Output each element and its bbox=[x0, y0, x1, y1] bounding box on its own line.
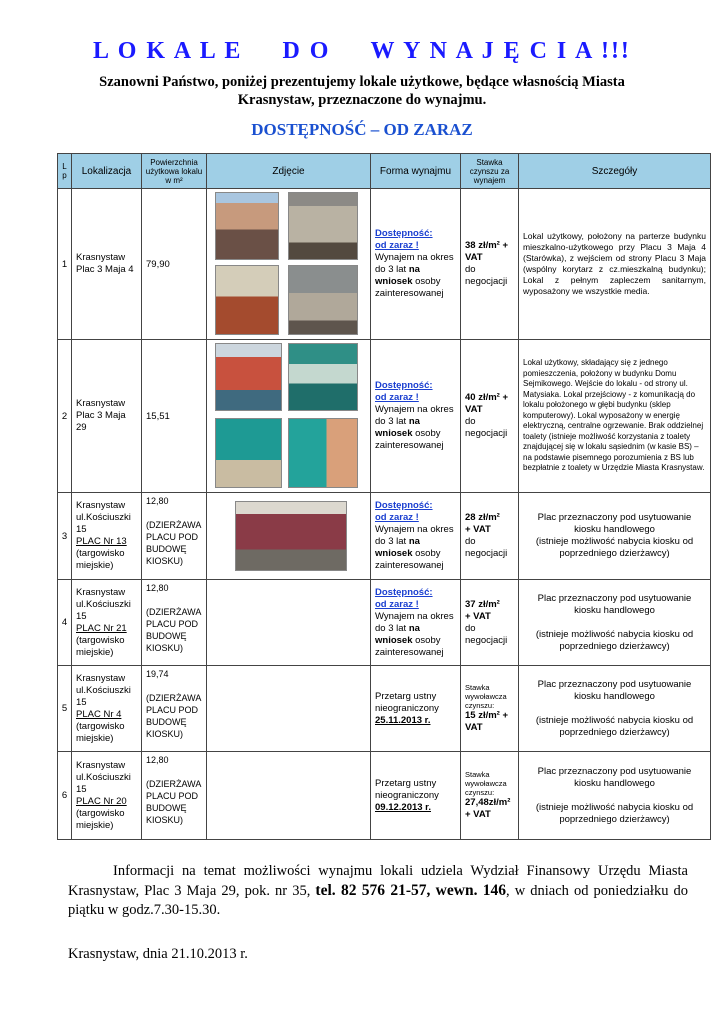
location-line: Krasnystaw bbox=[76, 759, 126, 771]
row-photo bbox=[207, 340, 371, 493]
form-text: osoby zainteresowanej bbox=[375, 276, 444, 299]
location-line: miejskie) bbox=[76, 646, 114, 658]
location-line: 15 bbox=[76, 696, 87, 708]
row-rate bbox=[461, 666, 519, 752]
title-word: D O bbox=[282, 38, 331, 64]
availability-value: od zaraz ! bbox=[375, 512, 419, 523]
row-rate bbox=[461, 189, 519, 340]
row-location bbox=[72, 752, 142, 840]
photo-interior-room bbox=[288, 192, 358, 260]
row-photo bbox=[207, 666, 371, 752]
form-bold: na wniosek bbox=[375, 264, 420, 287]
form-text: osoby zainteresowanej bbox=[375, 634, 444, 658]
photo-building bbox=[215, 192, 279, 260]
area-value: 12,80 bbox=[146, 583, 169, 593]
location-line: Krasnystaw bbox=[76, 252, 126, 263]
location-plot: PLAC Nr 13 bbox=[76, 536, 127, 547]
row-details bbox=[519, 580, 711, 666]
location-line: (targowisko bbox=[76, 548, 125, 559]
row-details bbox=[519, 752, 711, 840]
table-row bbox=[58, 340, 711, 493]
tender-date: 09.12.2013 r. bbox=[375, 801, 431, 813]
row-location bbox=[72, 189, 142, 340]
rate-note: do bbox=[465, 622, 476, 634]
row-location bbox=[72, 666, 142, 752]
row-photo bbox=[207, 752, 371, 840]
details-note: (istnieje możliwość nabycia kiosku od poprzedniego dzierżawcy) bbox=[535, 801, 694, 825]
details-text: Plac przeznaczony pod usytuowanie kiosku handlowego bbox=[537, 512, 692, 535]
rate-value: 37 zł/m² bbox=[465, 598, 500, 610]
availability-value: od zaraz ! bbox=[375, 240, 419, 251]
location-line: Krasnystaw bbox=[76, 586, 126, 598]
row-form bbox=[371, 189, 461, 340]
row-form bbox=[371, 752, 461, 840]
location-plot: PLAC Nr 20 bbox=[76, 795, 127, 807]
form-text: Wynajem na okres do 3 lat bbox=[375, 610, 454, 634]
row-lp: 2 bbox=[58, 340, 72, 493]
contact-text: Informacji na temat możliwości wynajmu lokali udziela Wydział Finansowy Urzędu Miasta Krasnystaw, Plac 3 Maja 29, pok. nr 35, bbox=[68, 863, 688, 899]
photo-storefront bbox=[215, 343, 282, 411]
rate-vat: VAT bbox=[465, 404, 483, 415]
location-line: miejskie) bbox=[76, 732, 114, 744]
photo-teal-room bbox=[215, 418, 282, 488]
location-line: (targowisko bbox=[76, 807, 125, 819]
area-note: (DZIERŻAWA PLACU POD BUDOWĘ KIOSKU) bbox=[146, 520, 201, 566]
row-rate bbox=[461, 752, 519, 840]
area-value: 19,74 bbox=[146, 669, 169, 679]
rate-vat: + VAT bbox=[465, 524, 491, 535]
row-lp: 4 bbox=[58, 580, 72, 666]
availability-label: Dostępność: bbox=[375, 500, 433, 511]
rate-vat: VAT bbox=[465, 722, 483, 733]
row-location bbox=[72, 340, 142, 493]
photo-interior-hall bbox=[215, 265, 279, 335]
tender-date: 25.11.2013 r. bbox=[375, 714, 431, 726]
rate-note: do bbox=[465, 264, 476, 275]
table-row bbox=[58, 666, 711, 752]
area-value: 12,80 bbox=[146, 755, 169, 765]
rate-note: negocjacji bbox=[465, 548, 508, 559]
location-line: (targowisko bbox=[76, 720, 125, 732]
row-photo bbox=[207, 189, 371, 340]
row-rate bbox=[461, 493, 519, 580]
location-plot: PLAC Nr 4 bbox=[76, 708, 122, 720]
location-line: 29 bbox=[76, 422, 87, 433]
rate-value: 38 zł/m² + bbox=[465, 240, 509, 251]
row-photo bbox=[207, 493, 371, 580]
row-area bbox=[142, 752, 207, 840]
row-area bbox=[142, 666, 207, 752]
location-line: ul.Kościuszki bbox=[76, 512, 131, 523]
rate-note: negocjacji bbox=[465, 428, 508, 439]
location-line: Krasnystaw bbox=[76, 672, 126, 684]
rate-value: 15 zł/m² + bbox=[465, 710, 509, 721]
form-text: osoby zainteresowanej bbox=[375, 548, 444, 571]
row-lp: 1 bbox=[58, 189, 72, 340]
availability-label: Dostępność: bbox=[375, 228, 433, 239]
row-area: 15,51 bbox=[142, 340, 207, 493]
col-rate: Stawka czynszu za wynajem bbox=[461, 154, 519, 189]
row-details: Lokal użytkowy, składający się z jednego pomieszczenia, położony w budynku Domu Sejmikowego. Wejście do lokalu - od strony ul. Matysiaka. Lokal przejściowy - z komunikacją do lokalu położonego w głębi budynku (sklep komputerowy). Lokal wyposażony w energię elektryczną, centralne ogrzewanie. Brak oddzielnej toalety (istnieje możliwość korzystania z toalety znajdującej się w lokalu sąsiednim (w kasie BS) – na podstawie pisemnego porozumienia z BS lub bezpłatnie z toalety w Urzędzie Miasta Krasnystaw. bbox=[519, 340, 711, 493]
contact-phone: tel. 82 576 21-57, wewn. 146 bbox=[315, 882, 507, 899]
rate-value: 28 zł/m² bbox=[465, 512, 500, 523]
availability-heading: DOSTĘPNOŚĆ – OD ZARAZ bbox=[251, 120, 473, 139]
form-text: Wynajem na okres do 3 lat bbox=[375, 252, 454, 275]
area-note: (DZIERŻAWA PLACU POD BUDOWĘ KIOSKU) bbox=[146, 779, 201, 825]
row-rate bbox=[461, 580, 519, 666]
table-row bbox=[58, 493, 711, 580]
title-word: L O K A L E bbox=[93, 38, 243, 64]
photo-interior-window bbox=[288, 265, 358, 335]
col-form: Forma wynajmu bbox=[371, 154, 461, 189]
photo-entrance bbox=[288, 343, 358, 411]
rate-vat: + VAT bbox=[465, 809, 491, 820]
row-location bbox=[72, 493, 142, 580]
details-note: (istnieje możliwość nabycia kiosku od poprzedniego dzierżawcy) bbox=[535, 714, 694, 738]
location-line: ul.Kościuszki bbox=[76, 771, 131, 783]
row-form bbox=[371, 340, 461, 493]
rate-note: negocjacji bbox=[465, 276, 508, 287]
location-line: Plac 3 Maja 4 bbox=[76, 264, 134, 275]
details-text: Plac przeznaczony pod usytuowanie kiosku handlowego bbox=[537, 592, 692, 616]
rate-value: 40 zł/m² + bbox=[465, 392, 509, 403]
page-title bbox=[0, 38, 724, 65]
row-rate bbox=[461, 340, 519, 493]
row-area: 79,90 bbox=[142, 189, 207, 340]
table-row bbox=[58, 752, 711, 840]
details-note: (istnieje możliwość nabycia kiosku od poprzedniego dzierżawcy) bbox=[535, 628, 694, 652]
location-line: miejskie) bbox=[76, 819, 114, 831]
form-text: osoby zainteresowanej bbox=[375, 428, 444, 451]
availability-label: Dostępność: bbox=[375, 380, 433, 391]
col-details: Szczegóły bbox=[519, 154, 711, 189]
location-plot: PLAC Nr 21 bbox=[76, 622, 127, 634]
availability-value: od zaraz ! bbox=[375, 392, 419, 403]
row-location bbox=[72, 580, 142, 666]
rate-label: Stawka wywoławcza czynszu: bbox=[465, 683, 507, 710]
col-photo: Zdjęcie bbox=[207, 154, 371, 189]
photo-kiosk bbox=[235, 501, 347, 571]
rental-table bbox=[57, 153, 711, 840]
row-form bbox=[371, 666, 461, 752]
form-text: Przetarg ustny nieograniczony bbox=[375, 690, 439, 714]
location-line: Plac 3 Maja bbox=[76, 410, 126, 421]
area-note: (DZIERŻAWA PLACU POD BUDOWĘ KIOSKU) bbox=[146, 607, 201, 653]
table-header-row bbox=[58, 154, 711, 189]
row-details: Lokal użytkowy, położony na parterze budynku mieszkalno-użytkowego przy Placu 3 Maja 4 (Starówka), z wejściem od strony Placu 3 Maja (wspólny korytarz z cz.mieszkalną budynku); Lokal z pełnym zapleczem sanitarnym, wyposażony we wszystkie media. bbox=[519, 189, 711, 340]
rate-vat: + VAT bbox=[465, 610, 491, 622]
row-area bbox=[142, 493, 207, 580]
col-location: Lokalizacja bbox=[72, 154, 142, 189]
availability-value: od zaraz ! bbox=[375, 598, 419, 610]
area-note: (DZIERŻAWA PLACU POD BUDOWĘ KIOSKU) bbox=[146, 693, 201, 739]
subtitle: Szanowni Państwo, poniżej prezentujemy lokale użytkowe, będące własnością Miasta Krasnystaw, przeznaczone do wynajmu. bbox=[99, 74, 625, 108]
rate-value: 27,48zł/m² bbox=[465, 797, 511, 808]
contact-info bbox=[68, 862, 688, 920]
location-line: miejskie) bbox=[76, 560, 114, 571]
form-bold: na wniosek bbox=[375, 622, 420, 646]
rate-label: Stawka wywoławcza czynszu: bbox=[465, 770, 507, 797]
location-line: ul.Kościuszki bbox=[76, 684, 131, 696]
title-word: W Y N A J Ę C I A !!! bbox=[370, 38, 631, 64]
document-date: Krasnystaw, dnia 21.10.2013 r. bbox=[68, 946, 248, 962]
row-form bbox=[371, 493, 461, 580]
form-text: Wynajem na okres do 3 lat bbox=[375, 404, 454, 427]
contact-hours: , w dniach od poniedziałku do piątku w godz.7.30-15.30. bbox=[68, 883, 689, 918]
area-value: 12,80 bbox=[146, 496, 169, 506]
col-lp: L p bbox=[58, 154, 72, 189]
rate-note: do bbox=[465, 416, 476, 427]
row-form bbox=[371, 580, 461, 666]
details-text: Plac przeznaczony pod usytuowanie kiosku handlowego bbox=[537, 678, 692, 702]
table-row bbox=[58, 189, 711, 340]
row-lp: 5 bbox=[58, 666, 72, 752]
location-line: 15 bbox=[76, 783, 87, 795]
row-lp: 3 bbox=[58, 493, 72, 580]
rate-note: negocjacji bbox=[465, 634, 508, 646]
details-text: Plac przeznaczony pod usytuowanie kiosku handlowego bbox=[537, 765, 692, 789]
form-bold: na wniosek bbox=[375, 536, 420, 559]
row-lp: 6 bbox=[58, 752, 72, 840]
form-text: Przetarg ustny nieograniczony bbox=[375, 777, 439, 801]
rate-vat: VAT bbox=[465, 252, 483, 263]
location-line: (targowisko bbox=[76, 634, 125, 646]
row-photo bbox=[207, 580, 371, 666]
table-row bbox=[58, 580, 711, 666]
row-details bbox=[519, 666, 711, 752]
photo-teal-wall bbox=[288, 418, 358, 488]
rate-note: do bbox=[465, 536, 476, 547]
location-line: ul.Kościuszki bbox=[76, 598, 131, 610]
location-line: 15 bbox=[76, 610, 87, 622]
row-details bbox=[519, 493, 711, 580]
location-line: 15 bbox=[76, 524, 87, 535]
location-line: Krasnystaw bbox=[76, 398, 126, 409]
form-text: Wynajem na okres do 3 lat bbox=[375, 524, 454, 547]
form-bold: na wniosek bbox=[375, 416, 420, 439]
details-note: (istnieje możliwość nabycia kiosku od poprzedniego dzierżawcy) bbox=[535, 536, 694, 559]
col-area: Powierzchnia użytkowa lokalu w m² bbox=[142, 154, 207, 189]
location-line: Krasnystaw bbox=[76, 500, 126, 511]
availability-label: Dostępność: bbox=[375, 586, 433, 598]
row-area bbox=[142, 580, 207, 666]
